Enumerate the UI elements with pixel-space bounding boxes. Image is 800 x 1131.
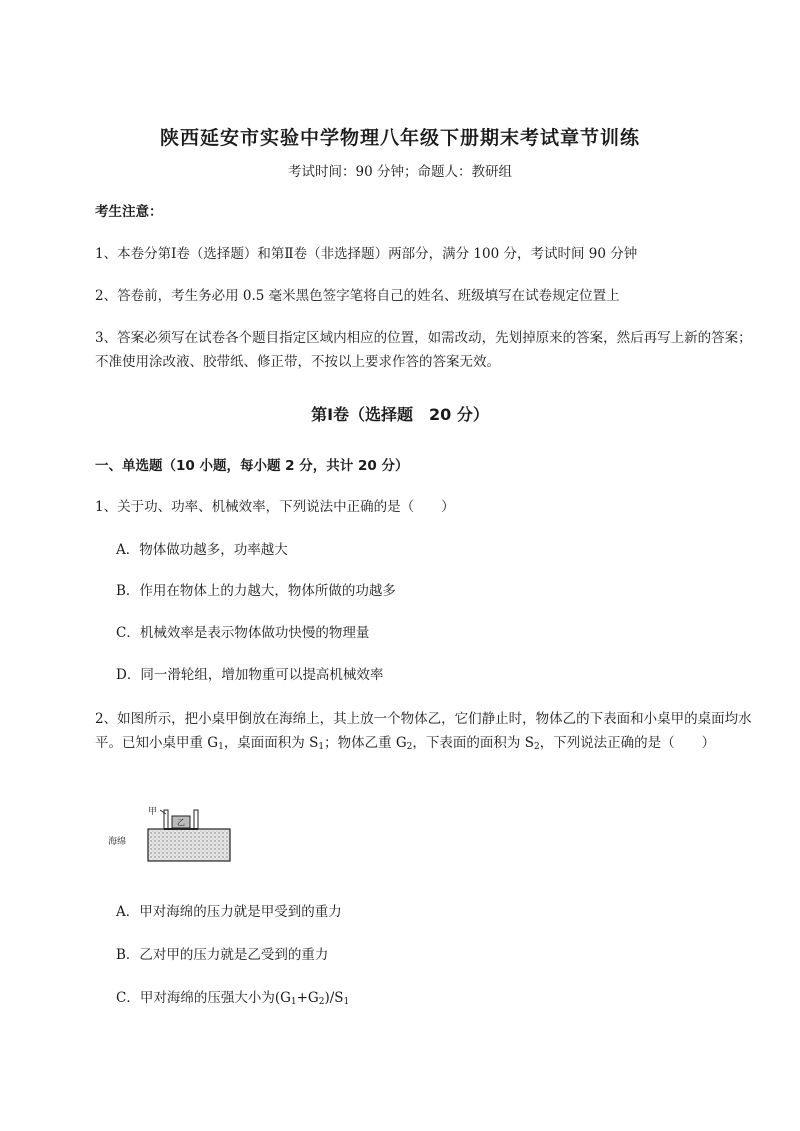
question-2-stem: 2、如图所示，把小桌甲倒放在海绵上，其上放一个物体乙，它们静止时，物体乙的下表面和小桌甲的桌面均水平。已知小桌甲重 $G_1$，桌面面积为 $S_1$；物体乙重 $G_2$，下表面的面积为 $S_2$，下列说法正确的是（ ） <box>95 711 752 752</box>
part-heading: 一、单选题（10 小题，每小题 2 分，共计 20 分） <box>95 458 409 474</box>
question-1-option-b: B．作用在物体上的力越大，物体所做的功越多 <box>116 583 396 599</box>
exam-subtitle: 考试时间：90 分钟；命题人：教研组 <box>288 164 512 180</box>
exam-title: 陕西延安市实验中学物理八年级下册期末考试章节训练 <box>159 127 640 149</box>
question-2-option-a: A．甲对海绵的压力就是甲受到的重力 <box>116 904 342 920</box>
question-2-option-c: C．甲对海绵的压强大小为$(G_1+G_2)/S_1$ <box>116 990 350 1007</box>
figure-label-object: 乙 <box>177 818 185 827</box>
notice-item-3: 3、答案必须写在试卷各个题目指定区域内相应的位置，如需改动，先划掉原来的答案，然后再写上新的答案；不准使用涂改液、胶带纸、修正带，不按以上要求作答的答案无效。 <box>95 330 752 370</box>
question-1-option-c: C．机械效率是表示物体做功快慢的物理量 <box>116 625 370 641</box>
question-1-stem: 1、关于功、功率、机械效率，下列说法中正确的是（ ） <box>95 499 455 515</box>
figure-label-sponge: 海绵 <box>108 837 127 847</box>
notice-item-2: 2、答卷前，考生务必用 0.5 毫米黑色签字笔将自己的姓名、班级填写在试卷规定位置上 <box>95 288 620 304</box>
notice-heading: 考生注意： <box>95 204 163 220</box>
sponge-table-figure <box>102 804 232 864</box>
question-1-option-a: A．物体做功越多，功率越大 <box>116 542 288 558</box>
question-1-option-d: D．同一滑轮组，增加物重可以提高机械效率 <box>116 667 384 683</box>
figure-label-table: 甲 <box>148 807 158 817</box>
notice-item-1: 1、本卷分第Ⅰ卷（选择题）和第Ⅱ卷（非选择题）两部分，满分 100 分，考试时间 90 分钟 <box>95 246 638 262</box>
section-title: 第Ⅰ卷（选择题 20 分） <box>311 405 489 424</box>
question-2-option-b: B．乙对甲的压力就是乙受到的重力 <box>116 947 329 963</box>
